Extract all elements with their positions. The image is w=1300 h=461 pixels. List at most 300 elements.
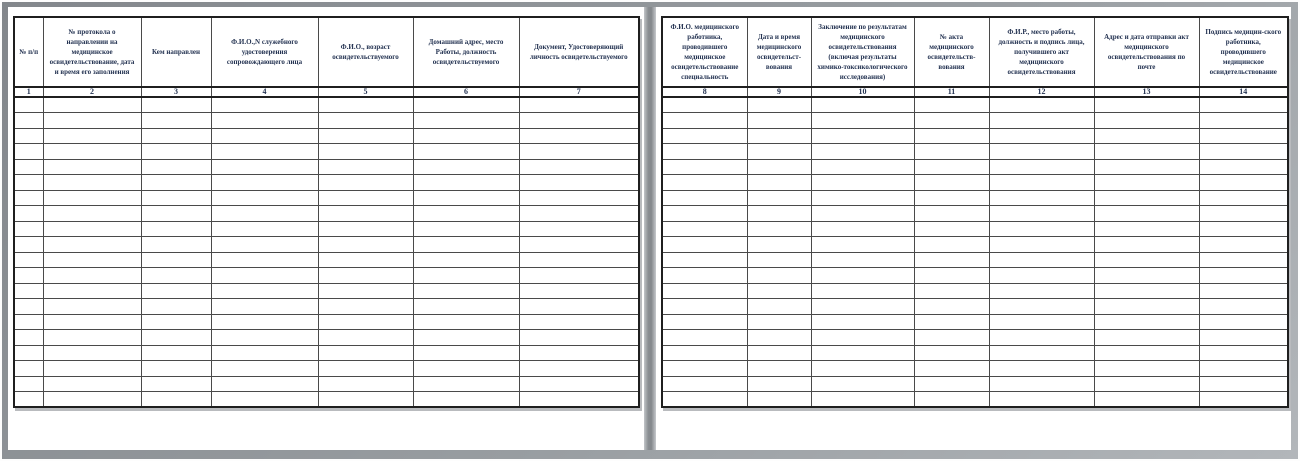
empty-cell: [43, 314, 141, 330]
table-row: [14, 97, 639, 113]
empty-cell: [43, 283, 141, 299]
empty-cell: [141, 252, 211, 268]
empty-cell: [662, 237, 747, 253]
empty-cell: [747, 159, 811, 175]
empty-cell: [519, 221, 639, 237]
page-left: [8, 7, 644, 450]
empty-cell: [211, 221, 318, 237]
empty-cell: [662, 113, 747, 129]
empty-cell: [747, 299, 811, 315]
empty-cell: [914, 190, 989, 206]
empty-cell: [662, 97, 747, 113]
empty-cell: [914, 314, 989, 330]
empty-cell: [989, 361, 1094, 377]
empty-cell: [318, 206, 413, 222]
empty-cell: [1199, 128, 1288, 144]
empty-cell: [811, 175, 914, 191]
empty-cell: [811, 221, 914, 237]
empty-cell: [662, 314, 747, 330]
empty-cell: [914, 252, 989, 268]
column-header-11: № акта медицинского освидетельств-вования: [914, 17, 989, 87]
empty-cell: [43, 175, 141, 191]
empty-cell: [1094, 268, 1199, 284]
table-row: [662, 361, 1288, 377]
empty-cell: [413, 345, 519, 361]
column-header-13: Адрес и дата отправки акт медицинского освидетельствования по почте: [1094, 17, 1199, 87]
empty-cell: [141, 206, 211, 222]
column-header-9: Дата и время медицинского освидетельст-вования: [747, 17, 811, 87]
table-row: [662, 221, 1288, 237]
empty-cell: [662, 299, 747, 315]
empty-cell: [662, 175, 747, 191]
empty-cell: [519, 237, 639, 253]
empty-cell: [747, 330, 811, 346]
empty-cell: [413, 376, 519, 392]
empty-cell: [914, 221, 989, 237]
empty-cell: [14, 283, 43, 299]
empty-cell: [989, 221, 1094, 237]
empty-cell: [811, 159, 914, 175]
empty-cell: [141, 97, 211, 113]
empty-cell: [318, 252, 413, 268]
empty-cell: [914, 175, 989, 191]
empty-cell: [413, 237, 519, 253]
empty-cell: [989, 97, 1094, 113]
column-number-6: 6: [413, 87, 519, 97]
empty-cell: [1199, 221, 1288, 237]
empty-cell: [1094, 314, 1199, 330]
empty-cell: [14, 144, 43, 160]
empty-cell: [141, 283, 211, 299]
empty-cell: [43, 392, 141, 408]
empty-cell: [914, 97, 989, 113]
empty-cell: [141, 128, 211, 144]
column-number-9: 9: [747, 87, 811, 97]
table-row: [662, 252, 1288, 268]
empty-cell: [14, 128, 43, 144]
column-header-1: № п/п: [14, 17, 43, 87]
empty-cell: [413, 252, 519, 268]
table-row: [662, 113, 1288, 129]
empty-cell: [1094, 376, 1199, 392]
column-number-10: 10: [811, 87, 914, 97]
empty-cell: [14, 190, 43, 206]
journal-spread: [8, 7, 1291, 450]
empty-cell: [989, 283, 1094, 299]
empty-cell: [318, 283, 413, 299]
empty-cell: [141, 345, 211, 361]
empty-cell: [811, 113, 914, 129]
empty-cell: [211, 314, 318, 330]
empty-cell: [747, 190, 811, 206]
empty-cell: [318, 299, 413, 315]
empty-cell: [1199, 299, 1288, 315]
empty-cell: [989, 190, 1094, 206]
empty-cell: [413, 144, 519, 160]
empty-cell: [519, 283, 639, 299]
empty-cell: [989, 175, 1094, 191]
empty-cell: [1094, 144, 1199, 160]
empty-cell: [747, 113, 811, 129]
empty-cell: [989, 268, 1094, 284]
empty-cell: [43, 330, 141, 346]
empty-cell: [211, 283, 318, 299]
empty-cell: [318, 221, 413, 237]
empty-cell: [747, 206, 811, 222]
empty-cell: [211, 113, 318, 129]
empty-cell: [14, 314, 43, 330]
table-row: [14, 299, 639, 315]
empty-cell: [914, 361, 989, 377]
empty-cell: [519, 175, 639, 191]
empty-cell: [1094, 252, 1199, 268]
empty-cell: [662, 392, 747, 408]
empty-cell: [413, 159, 519, 175]
empty-cell: [14, 237, 43, 253]
empty-cell: [14, 330, 43, 346]
empty-cell: [914, 113, 989, 129]
empty-cell: [413, 283, 519, 299]
table-row: [14, 221, 639, 237]
empty-cell: [811, 144, 914, 160]
scan-frame: [2, 2, 1298, 459]
table-row: [14, 314, 639, 330]
empty-cell: [914, 144, 989, 160]
empty-cell: [14, 361, 43, 377]
empty-cell: [141, 144, 211, 160]
empty-cell: [1094, 128, 1199, 144]
empty-cell: [747, 361, 811, 377]
table-row: [662, 314, 1288, 330]
empty-cell: [141, 361, 211, 377]
empty-cell: [1094, 345, 1199, 361]
empty-cell: [211, 206, 318, 222]
empty-cell: [662, 206, 747, 222]
empty-cell: [519, 97, 639, 113]
table-row: [14, 206, 639, 222]
empty-cell: [413, 97, 519, 113]
table-row: [662, 97, 1288, 113]
table-row: [14, 330, 639, 346]
table-row: [14, 283, 639, 299]
empty-cell: [811, 190, 914, 206]
empty-cell: [1094, 175, 1199, 191]
empty-cell: [1199, 252, 1288, 268]
empty-cell: [1199, 283, 1288, 299]
empty-cell: [1094, 190, 1199, 206]
table-row: [14, 392, 639, 408]
empty-cell: [811, 283, 914, 299]
empty-cell: [14, 159, 43, 175]
empty-cell: [1094, 221, 1199, 237]
empty-cell: [141, 268, 211, 284]
empty-cell: [1094, 159, 1199, 175]
empty-cell: [811, 128, 914, 144]
empty-cell: [43, 113, 141, 129]
empty-cell: [413, 190, 519, 206]
empty-cell: [662, 252, 747, 268]
empty-cell: [14, 113, 43, 129]
empty-cell: [989, 144, 1094, 160]
table-row: [662, 144, 1288, 160]
empty-cell: [413, 299, 519, 315]
empty-cell: [211, 361, 318, 377]
journal-table-right: [661, 16, 1289, 408]
page-right: [656, 7, 1291, 450]
empty-cell: [14, 268, 43, 284]
column-number-3: 3: [141, 87, 211, 97]
empty-cell: [747, 252, 811, 268]
empty-cell: [519, 113, 639, 129]
empty-cell: [747, 97, 811, 113]
table-row: [14, 175, 639, 191]
empty-cell: [989, 299, 1094, 315]
empty-cell: [141, 113, 211, 129]
column-header-6: Домашний адрес, место Работы, должность освидетельствуемого: [413, 17, 519, 87]
empty-cell: [989, 330, 1094, 346]
table-row: [14, 113, 639, 129]
empty-cell: [318, 144, 413, 160]
empty-cell: [914, 345, 989, 361]
empty-cell: [989, 345, 1094, 361]
empty-cell: [914, 299, 989, 315]
empty-cell: [519, 128, 639, 144]
column-header-10: Заключение по результатам медицинского освидетельствования (включая результаты химико-токсикологического исследования): [811, 17, 914, 87]
table-row: [662, 268, 1288, 284]
empty-cell: [811, 97, 914, 113]
empty-cell: [318, 392, 413, 408]
empty-cell: [318, 345, 413, 361]
empty-cell: [1094, 299, 1199, 315]
empty-cell: [211, 159, 318, 175]
empty-cell: [662, 330, 747, 346]
empty-cell: [141, 330, 211, 346]
empty-cell: [1094, 361, 1199, 377]
column-number-1: 1: [14, 87, 43, 97]
empty-cell: [989, 128, 1094, 144]
empty-cell: [519, 314, 639, 330]
empty-cell: [14, 221, 43, 237]
empty-cell: [1199, 376, 1288, 392]
empty-cell: [413, 113, 519, 129]
table-row: [14, 361, 639, 377]
empty-cell: [14, 252, 43, 268]
empty-cell: [1199, 268, 1288, 284]
empty-cell: [43, 206, 141, 222]
column-number-14: 14: [1199, 87, 1288, 97]
empty-cell: [43, 345, 141, 361]
empty-cell: [43, 144, 141, 160]
empty-cell: [519, 268, 639, 284]
table-row: [14, 237, 639, 253]
empty-cell: [43, 159, 141, 175]
empty-cell: [211, 299, 318, 315]
empty-cell: [43, 237, 141, 253]
column-header-4: Ф.И.О.,N служебного удостоверения сопровождающего лица: [211, 17, 318, 87]
empty-cell: [413, 268, 519, 284]
column-header-2: № протокола о направлении на медицинское освидетельствование, дата и время его заполнения: [43, 17, 141, 87]
empty-cell: [1094, 97, 1199, 113]
empty-cell: [43, 128, 141, 144]
empty-cell: [141, 190, 211, 206]
empty-cell: [14, 175, 43, 191]
table-row: [14, 268, 639, 284]
empty-cell: [318, 128, 413, 144]
empty-cell: [1199, 206, 1288, 222]
column-number-11: 11: [914, 87, 989, 97]
empty-cell: [811, 299, 914, 315]
column-header-14: Подпись медицин-ского работника, проводившего медицинское освидетельствование: [1199, 17, 1288, 87]
empty-cell: [43, 221, 141, 237]
column-header-8: Ф.И.О. медицинского работника, проводившего медицинское освидетельствование специальность: [662, 17, 747, 87]
empty-cell: [211, 268, 318, 284]
empty-cell: [413, 128, 519, 144]
journal-table-left: [13, 16, 640, 408]
column-number-8: 8: [662, 87, 747, 97]
empty-cell: [662, 144, 747, 160]
empty-cell: [662, 190, 747, 206]
column-header-5: Ф.И.О., возраст освидетельствуемого: [318, 17, 413, 87]
column-number-13: 13: [1094, 87, 1199, 97]
empty-cell: [519, 376, 639, 392]
column-header-12: Ф.И.Р., место работы, должность и подпись лица, получившего акт медицинского освидетельствования: [989, 17, 1094, 87]
empty-cell: [413, 314, 519, 330]
table-row: [662, 206, 1288, 222]
empty-cell: [811, 252, 914, 268]
empty-cell: [811, 268, 914, 284]
empty-cell: [662, 283, 747, 299]
empty-cell: [211, 392, 318, 408]
empty-cell: [211, 345, 318, 361]
empty-cell: [413, 392, 519, 408]
empty-cell: [318, 314, 413, 330]
empty-cell: [14, 376, 43, 392]
empty-cell: [318, 175, 413, 191]
table-row: [14, 252, 639, 268]
table-row: [662, 283, 1288, 299]
empty-cell: [1199, 175, 1288, 191]
empty-cell: [662, 345, 747, 361]
empty-cell: [211, 97, 318, 113]
empty-cell: [141, 314, 211, 330]
empty-cell: [318, 361, 413, 377]
empty-cell: [413, 361, 519, 377]
empty-cell: [914, 159, 989, 175]
column-number-12: 12: [989, 87, 1094, 97]
empty-cell: [318, 159, 413, 175]
empty-cell: [14, 392, 43, 408]
empty-cell: [211, 175, 318, 191]
empty-cell: [43, 190, 141, 206]
empty-cell: [662, 221, 747, 237]
empty-cell: [1094, 113, 1199, 129]
empty-cell: [211, 144, 318, 160]
empty-cell: [141, 376, 211, 392]
empty-cell: [1199, 237, 1288, 253]
empty-cell: [43, 97, 141, 113]
empty-cell: [1199, 392, 1288, 408]
empty-cell: [662, 159, 747, 175]
empty-cell: [519, 392, 639, 408]
table-row: [662, 330, 1288, 346]
table-row: [662, 376, 1288, 392]
empty-cell: [747, 345, 811, 361]
empty-cell: [747, 314, 811, 330]
empty-cell: [519, 299, 639, 315]
table-row: [662, 237, 1288, 253]
empty-cell: [989, 376, 1094, 392]
page-gutter: [644, 7, 656, 450]
empty-cell: [211, 330, 318, 346]
table-row: [14, 190, 639, 206]
table-row: [14, 144, 639, 160]
empty-cell: [141, 221, 211, 237]
empty-cell: [1199, 144, 1288, 160]
empty-cell: [747, 144, 811, 160]
empty-cell: [747, 392, 811, 408]
empty-cell: [1199, 190, 1288, 206]
empty-cell: [747, 175, 811, 191]
empty-cell: [43, 299, 141, 315]
empty-cell: [1199, 159, 1288, 175]
empty-cell: [1094, 237, 1199, 253]
table-row: [662, 392, 1288, 408]
empty-cell: [662, 268, 747, 284]
empty-cell: [141, 175, 211, 191]
empty-cell: [662, 376, 747, 392]
empty-cell: [989, 392, 1094, 408]
empty-cell: [413, 330, 519, 346]
column-header-3: Кем направлен: [141, 17, 211, 87]
empty-cell: [914, 376, 989, 392]
empty-cell: [747, 376, 811, 392]
empty-cell: [211, 128, 318, 144]
empty-cell: [747, 268, 811, 284]
empty-cell: [1199, 314, 1288, 330]
table-row: [14, 128, 639, 144]
empty-cell: [811, 376, 914, 392]
empty-cell: [914, 237, 989, 253]
empty-cell: [519, 190, 639, 206]
empty-cell: [989, 252, 1094, 268]
empty-cell: [318, 330, 413, 346]
empty-cell: [318, 97, 413, 113]
table-row: [662, 345, 1288, 361]
empty-cell: [141, 392, 211, 408]
empty-cell: [989, 159, 1094, 175]
empty-cell: [14, 299, 43, 315]
empty-cell: [662, 361, 747, 377]
table-row: [662, 175, 1288, 191]
empty-cell: [211, 190, 318, 206]
table-row: [14, 345, 639, 361]
empty-cell: [14, 345, 43, 361]
empty-cell: [811, 345, 914, 361]
empty-cell: [1199, 97, 1288, 113]
empty-cell: [811, 392, 914, 408]
empty-cell: [43, 268, 141, 284]
column-number-4: 4: [211, 87, 318, 97]
empty-cell: [914, 128, 989, 144]
empty-cell: [989, 206, 1094, 222]
empty-cell: [811, 361, 914, 377]
empty-cell: [43, 252, 141, 268]
empty-cell: [747, 237, 811, 253]
empty-cell: [1199, 345, 1288, 361]
empty-cell: [747, 221, 811, 237]
column-number-2: 2: [43, 87, 141, 97]
empty-cell: [662, 128, 747, 144]
